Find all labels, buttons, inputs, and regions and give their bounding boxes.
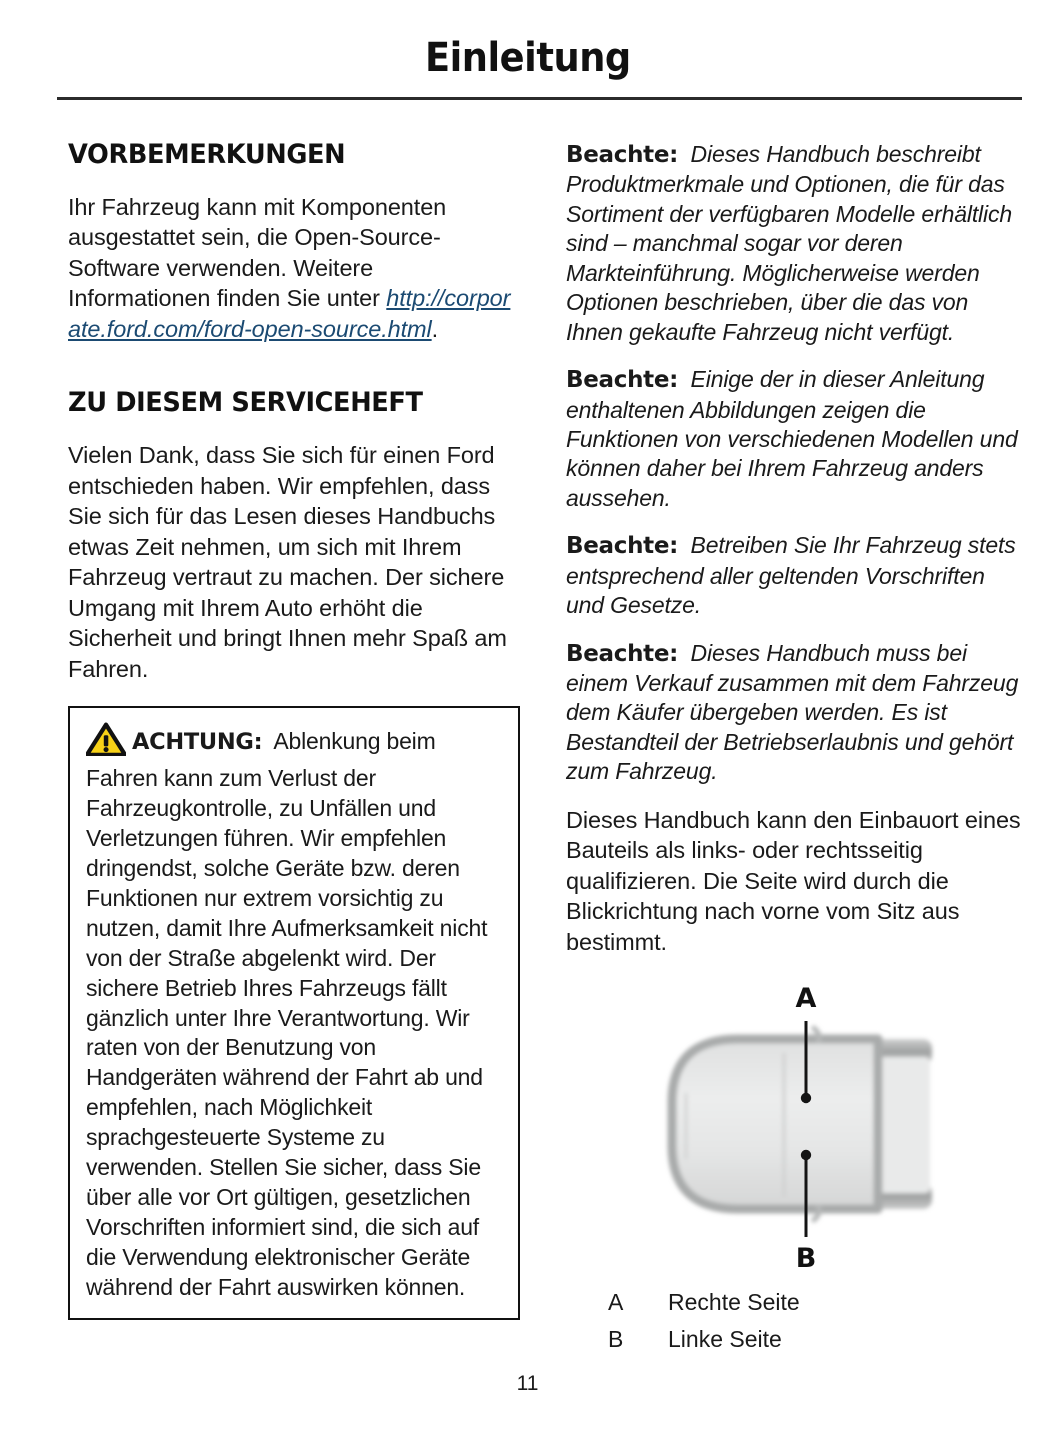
right-column <box>566 140 1026 1363</box>
paragraph-open-source <box>68 192 520 345</box>
legend-key: A <box>608 1289 624 1316</box>
note-label: Beachte: <box>566 367 679 394</box>
note-item <box>566 639 1026 787</box>
legend-value: Rechte Seite <box>668 1289 800 1316</box>
heading-zu-diesem-serviceheft: ZU DIESEM SERVICEHEFT <box>68 387 423 419</box>
page-title: Einleitung <box>424 35 631 81</box>
header-divider <box>57 97 1022 100</box>
warning-text-block <box>86 722 502 1302</box>
warning-body-text: Ablenkung beim Fahren kann zum Verlust der Fahrzeugkontrolle, zu Unfällen und Verletzungen führen. Wir empfehlen dringendst, solche Geräte bzw. deren Funktionen nur extrem vorsichtig zu nutzen, damit Ihre Aufmerksamkeit nicht von der Straße abgelenkt wird. Der sichere Betrieb Ihres Fahrzeugs fällt gänzlich unter Ihre Verantwortung. Wir raten von der Benutzung von Handgeräten während der Fahrt ab und empfehlen, nach Möglichkeit sprachgesteuerte Systeme zu verwenden. Stellen Sie sicher, dass Sie über alle vor Ort gültigen, gesetzlichen Vorschriften informiert sind, die sich auf die Verwendung elektronischer Geräte während der Fahrt auswirken können. <box>86 728 488 1300</box>
paragraph-thank-you: Vielen Dank, dass Sie sich für einen Ford entschieden haben. Wir empfehlen, dass Sie sich für das Lesen dieses Handbuchs etwas Zeit nehmen, um sich mit Ihrem Fahrzeug vertraut zu machen. Der sichere Umgang mit Ihrem Auto erhöht die Sicherheit und bringt Ihnen mehr Spaß am Fahren. <box>68 442 507 682</box>
callout-label-b: B <box>795 1243 817 1274</box>
note-text: Einige der in dieser Anleitung enthaltenen Abbildungen zeigen die Funktionen von verschiedenen Modellen und können daher bei Ihrem Fahrzeug anders aussehen. <box>566 366 1018 511</box>
callout-label-a: A <box>795 983 817 1015</box>
note-text: Betreiben Sie Ihr Fahrzeug stets entsprechend aller geltenden Vorschriften und Gesetze. <box>566 532 1016 619</box>
figure-legend <box>608 1289 1026 1353</box>
legend-key: B <box>608 1326 624 1353</box>
car-illustration-body <box>672 1027 932 1221</box>
note-item <box>566 140 1026 347</box>
paragraph-open-source-period: . <box>431 315 439 342</box>
left-column <box>68 140 520 1320</box>
page-number: 11 <box>516 1372 539 1395</box>
warning-triangle-icon <box>86 722 126 764</box>
note-text: Dieses Handbuch muss bei einem Verkauf zusammen mit dem Fahrzeug dem Käufer übergeben werden. Es ist Bestandteil der Betriebserlaubnis und gehört zum Fahrzeug. <box>566 639 1019 785</box>
note-item <box>566 531 1026 620</box>
note-label: Beachte: <box>566 533 679 560</box>
paragraph-open-source-text: Ihr Fahrzeug kann mit Komponenten ausgestattet sein, die Open-Source-Software verwenden. Weitere Informationen finden Sie unter <box>68 193 447 312</box>
ford-open-source-link[interactable]: http://corporate.ford.com/ford-open-source.html <box>68 285 511 342</box>
note-text: Dieses Handbuch beschreibt Produktmerkmale und Optionen, die für das Sortiment der verfügbaren Modelle erhältlich sind – manchmal sogar vor deren Markteinführung. Möglicherweise werden Optionen beschrieben, über die das von Ihnen gekaufte Fahrzeug nicht verfügt. <box>566 141 1012 345</box>
legend-value: Linke Seite <box>668 1326 782 1353</box>
warning-label: ACHTUNG: <box>132 729 263 756</box>
car-top-view-diagram <box>566 983 1026 1273</box>
note-label: Beachte: <box>566 640 679 667</box>
legend-row <box>608 1326 1026 1353</box>
note-item <box>566 365 1026 513</box>
callout-dot-a <box>801 1093 811 1103</box>
note-label: Beachte: <box>566 142 679 168</box>
legend-row <box>608 1289 1026 1316</box>
page-header <box>0 35 1055 81</box>
warning-box-achtung <box>68 706 520 1320</box>
heading-vorbemerkungen: VORBEMERKUNGEN <box>68 139 346 170</box>
paragraph-einbauort: Dieses Handbuch kann den Einbauort eines Bauteils als links- oder rechtsseitig qualifizieren. Die Seite wird durch die Blickrichtung nach vorne vom Sitz aus bestimmt. <box>566 806 1021 955</box>
